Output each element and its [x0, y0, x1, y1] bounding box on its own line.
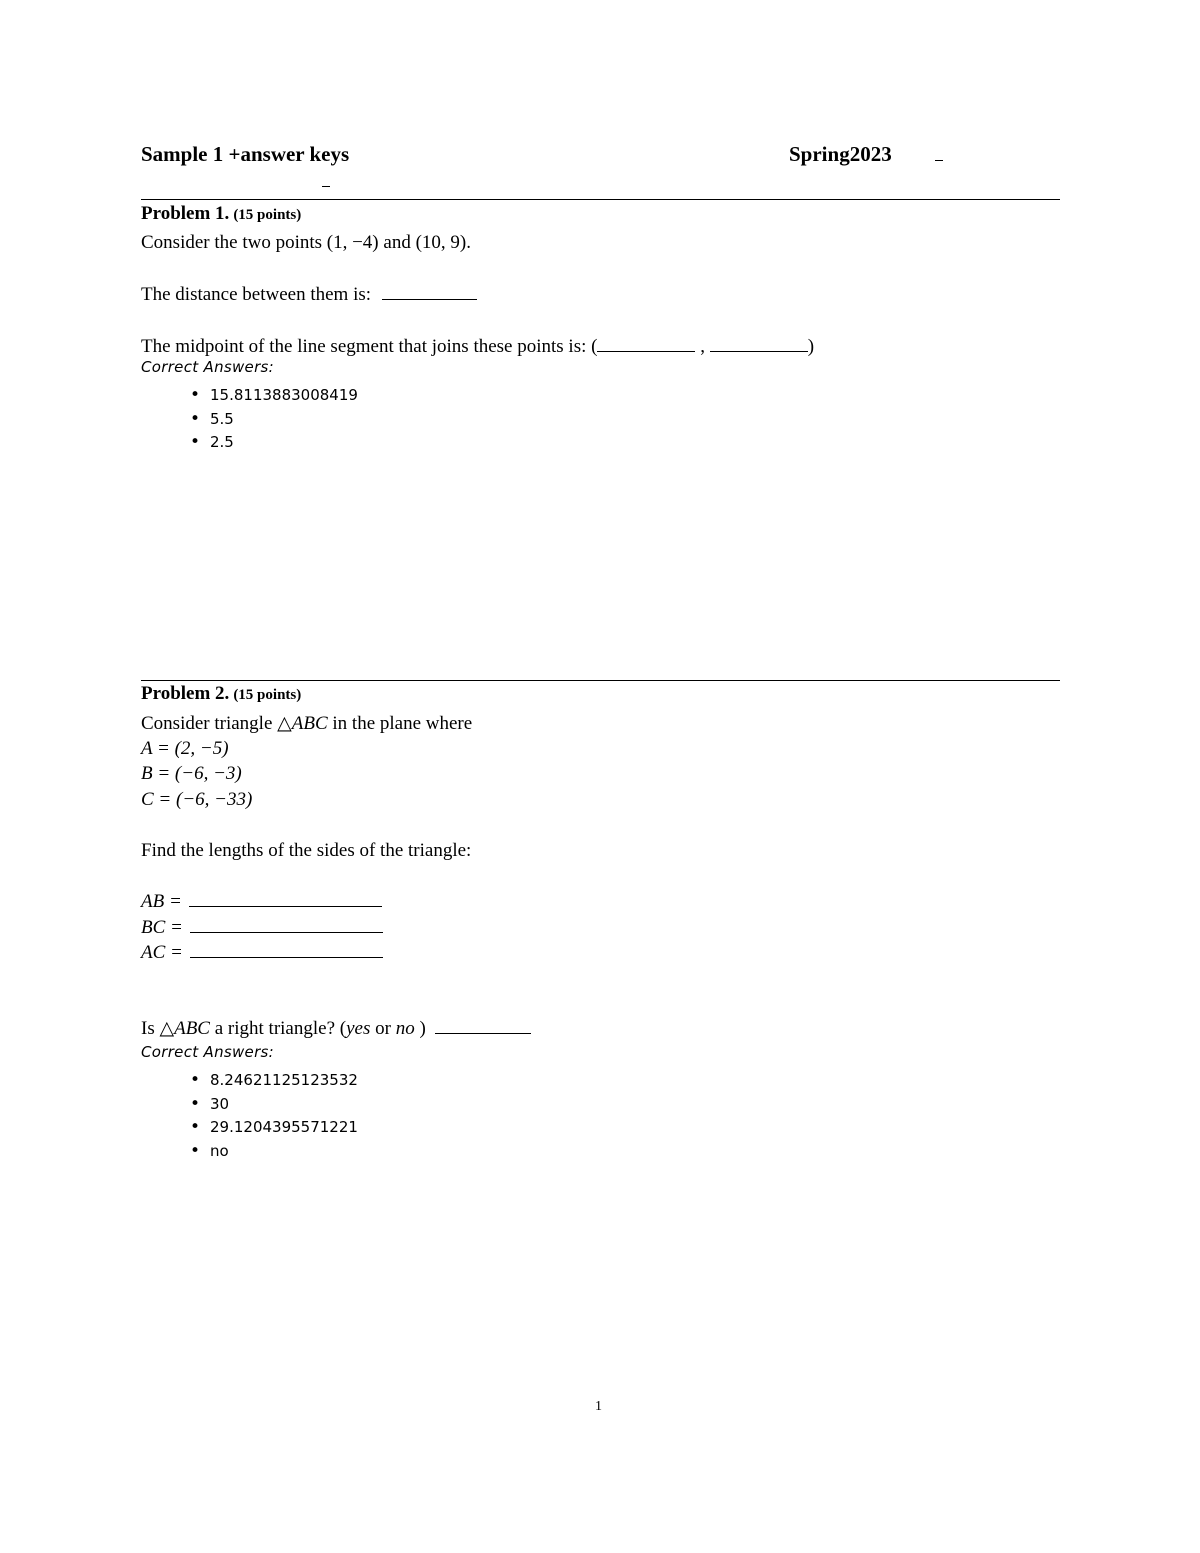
- problem2-answers-list: [190, 1069, 358, 1163]
- list-item: • 2.5: [190, 431, 358, 455]
- prompt-text: in the plane where: [327, 713, 473, 734]
- question-text: or: [370, 1018, 396, 1039]
- midpoint-label: The midpoint of the line segment that joins these points is: (: [141, 336, 598, 357]
- triangle-symbol: △ABC: [159, 1018, 210, 1039]
- problem1-answers-label: Correct Answers:: [141, 358, 275, 376]
- triangle-symbol: △ABC: [277, 713, 328, 734]
- list-item: • no: [190, 1140, 358, 1164]
- distance-label: The distance between them is:: [141, 284, 372, 305]
- bc-answer-blank[interactable]: [190, 916, 383, 933]
- list-item: • 15.8113883008419: [190, 384, 358, 408]
- page-number: 1: [595, 1399, 602, 1414]
- problem1-answers-list: [190, 384, 358, 455]
- distance-row: [141, 283, 477, 306]
- problem2-points: (15 points): [233, 687, 302, 703]
- ac-row: [141, 941, 383, 964]
- ab-row: [141, 890, 382, 913]
- problem2-answers-label: Correct Answers:: [141, 1043, 275, 1061]
- problem2-prompt: [141, 712, 472, 735]
- header-mark: [935, 160, 943, 161]
- midpoint-close: ): [807, 336, 815, 357]
- option-no: no: [395, 1018, 415, 1039]
- problem2-heading-row: [141, 683, 301, 705]
- problem1-prompt: Consider the two points (1, −4) and (10, 9).: [141, 232, 471, 253]
- right-triangle-answer-blank[interactable]: [435, 1017, 531, 1034]
- ab-answer-blank[interactable]: [189, 890, 382, 907]
- right-triangle-row: [141, 1017, 531, 1040]
- header-mark: [322, 186, 330, 187]
- list-item: • 29.1204395571221: [190, 1116, 358, 1140]
- ab-label: AB =: [141, 891, 182, 912]
- point-c: C = (−6, −33): [141, 789, 253, 810]
- question-text: a right triangle? (: [209, 1018, 347, 1039]
- midpoint-row: [141, 335, 814, 358]
- list-item: • 8.24621125123532: [190, 1069, 358, 1093]
- ac-answer-blank[interactable]: [190, 941, 383, 958]
- problem1-divider: [141, 199, 1060, 200]
- midpoint-x-blank[interactable]: [597, 335, 695, 352]
- ac-label: AC =: [141, 942, 183, 963]
- problem1-heading-row: [141, 203, 301, 225]
- midpoint-y-blank[interactable]: [710, 335, 808, 352]
- list-item: • 5.5: [190, 408, 358, 432]
- bc-row: [141, 916, 383, 939]
- distance-answer-blank[interactable]: [382, 283, 477, 300]
- midpoint-separator: ,: [700, 336, 705, 357]
- option-yes: yes: [346, 1018, 371, 1039]
- problem1-heading: Problem 1.: [141, 203, 230, 224]
- document-title: Sample 1 +answer keys: [141, 142, 350, 166]
- question-text: Is: [141, 1018, 160, 1039]
- problem1-points: (15 points): [233, 207, 302, 223]
- prompt-text: Consider triangle: [141, 713, 278, 734]
- point-a: A = (2, −5): [141, 738, 229, 759]
- problem2-heading: Problem 2.: [141, 683, 230, 704]
- bc-label: BC =: [141, 917, 183, 938]
- problem2-divider: [141, 680, 1060, 681]
- point-b: B = (−6, −3): [141, 763, 242, 784]
- find-lengths-label: Find the lengths of the sides of the triangle:: [141, 840, 472, 861]
- list-item: • 30: [190, 1093, 358, 1117]
- semester-label: Spring2023: [789, 142, 892, 166]
- question-text: ): [414, 1018, 426, 1039]
